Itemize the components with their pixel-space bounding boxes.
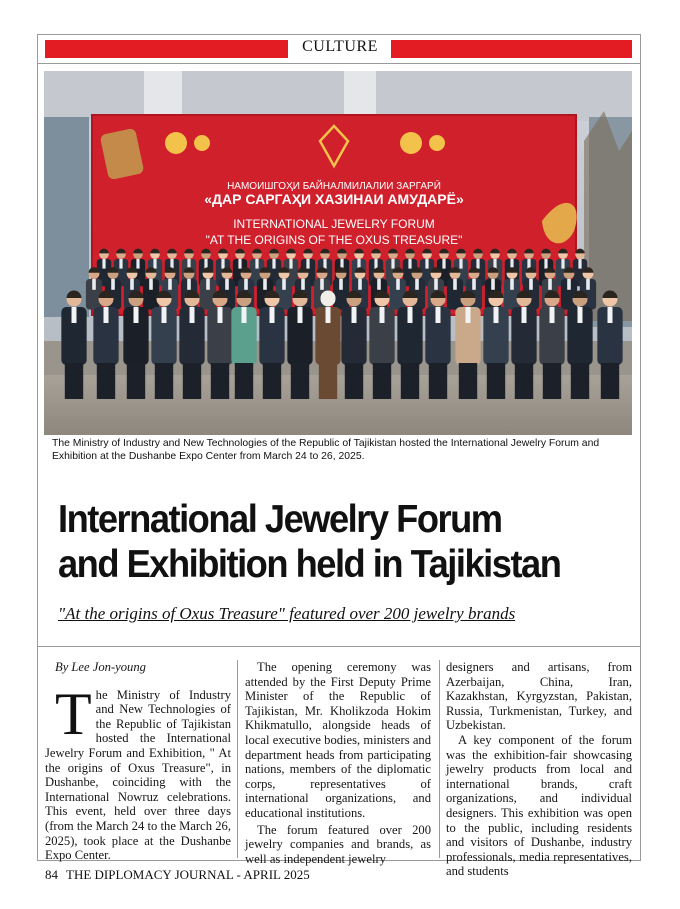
section-bar-right: [391, 40, 632, 58]
banner-line-tj1: НАМОИШГОҲИ БАЙНАЛМИЛАЛИИ ЗАРГАРӢ: [227, 181, 441, 192]
page-footer: [45, 867, 318, 883]
article-column-2: [245, 660, 431, 866]
column-2-paragraph-1: The opening ceremony was attended by the First Deputy Prime Minister of the Republic of Tajikistan, Mr. Kholikzoda Hokim Khikmatullo, alongside heads of local executive bodies, ministers and department heads from participating nations, members of the diplomatic corps, representatives of international organizations, and educational institutions.: [245, 660, 431, 820]
column-3-paragraph-1: designers and artisans, from Azerbaijan, China, Iran, Kazakhstan, Kyrgyzstan, Pakistan, Russia, Turkmenistan, Turkey, and Uzbekistan.: [446, 660, 632, 733]
publication-name: THE DIPLOMACY JOURNAL - APRIL 2025: [66, 867, 310, 882]
column-divider-2: [439, 660, 440, 858]
article-column-1: [45, 660, 231, 863]
group-photo-image: [44, 71, 632, 435]
column-divider-1: [237, 660, 238, 858]
headline-line-2: and Exhibition held in Tajikistan: [58, 543, 561, 586]
column-1-paragraph-1: he Ministry of Industry and New Technologies of the Republic of Tajikistan hosted the International Jewelry Forum and Exhibition, " At the origins of Oxus Treasure", in Dushanbe, coinciding with the International Nowruz celebrations. This event, held over three days (from the March 24 to the March 26, 2025), took place at the Dushanbe Expo Center.: [45, 687, 231, 863]
article-headline: [58, 497, 588, 587]
article-column-3: [446, 660, 632, 879]
drop-cap: T: [55, 680, 92, 747]
headline-line-1: International Jewelry Forum: [58, 498, 502, 541]
photo-caption: The Ministry of Industry and New Technologies of the Republic of Tajikistan hosted the International Jewelry Forum and Exhibition at the Dushanbe Expo Center from March 24 to 26, 2025.: [52, 438, 600, 462]
page-number: 84: [45, 867, 58, 882]
section-bar-left: [45, 40, 288, 58]
body-top-rule: [37, 646, 641, 647]
byline: By Lee Jon-young: [55, 660, 146, 674]
banner-line-en1: INTERNATIONAL JEWELRY FORUM: [233, 217, 435, 231]
section-label: CULTURE: [302, 38, 378, 55]
banner-line-tj2: «ДАР САРГАҲИ ХАЗИНАИ АМУДАРЁ»: [204, 191, 464, 207]
article-subhead: "At the origins of Oxus Treasure" featured over 200 jewelry brands: [58, 604, 516, 623]
column-3-paragraph-2: A key component of the forum was the exhibition-fair showcasing jewelry products from local and international brands, craft organizations, and individual designers. This exhibition was open to the public, including residents and visitors of Dushanbe, industry professionals, media representatives, and students: [446, 732, 632, 879]
banner-line-en2: "AT THE ORIGINS OF THE OXUS TREASURE": [205, 233, 463, 247]
column-2-paragraph-2: The forum featured over 200 jewelry companies and brands, as well as independent jewelry: [245, 822, 431, 866]
header-rule: [37, 63, 641, 64]
